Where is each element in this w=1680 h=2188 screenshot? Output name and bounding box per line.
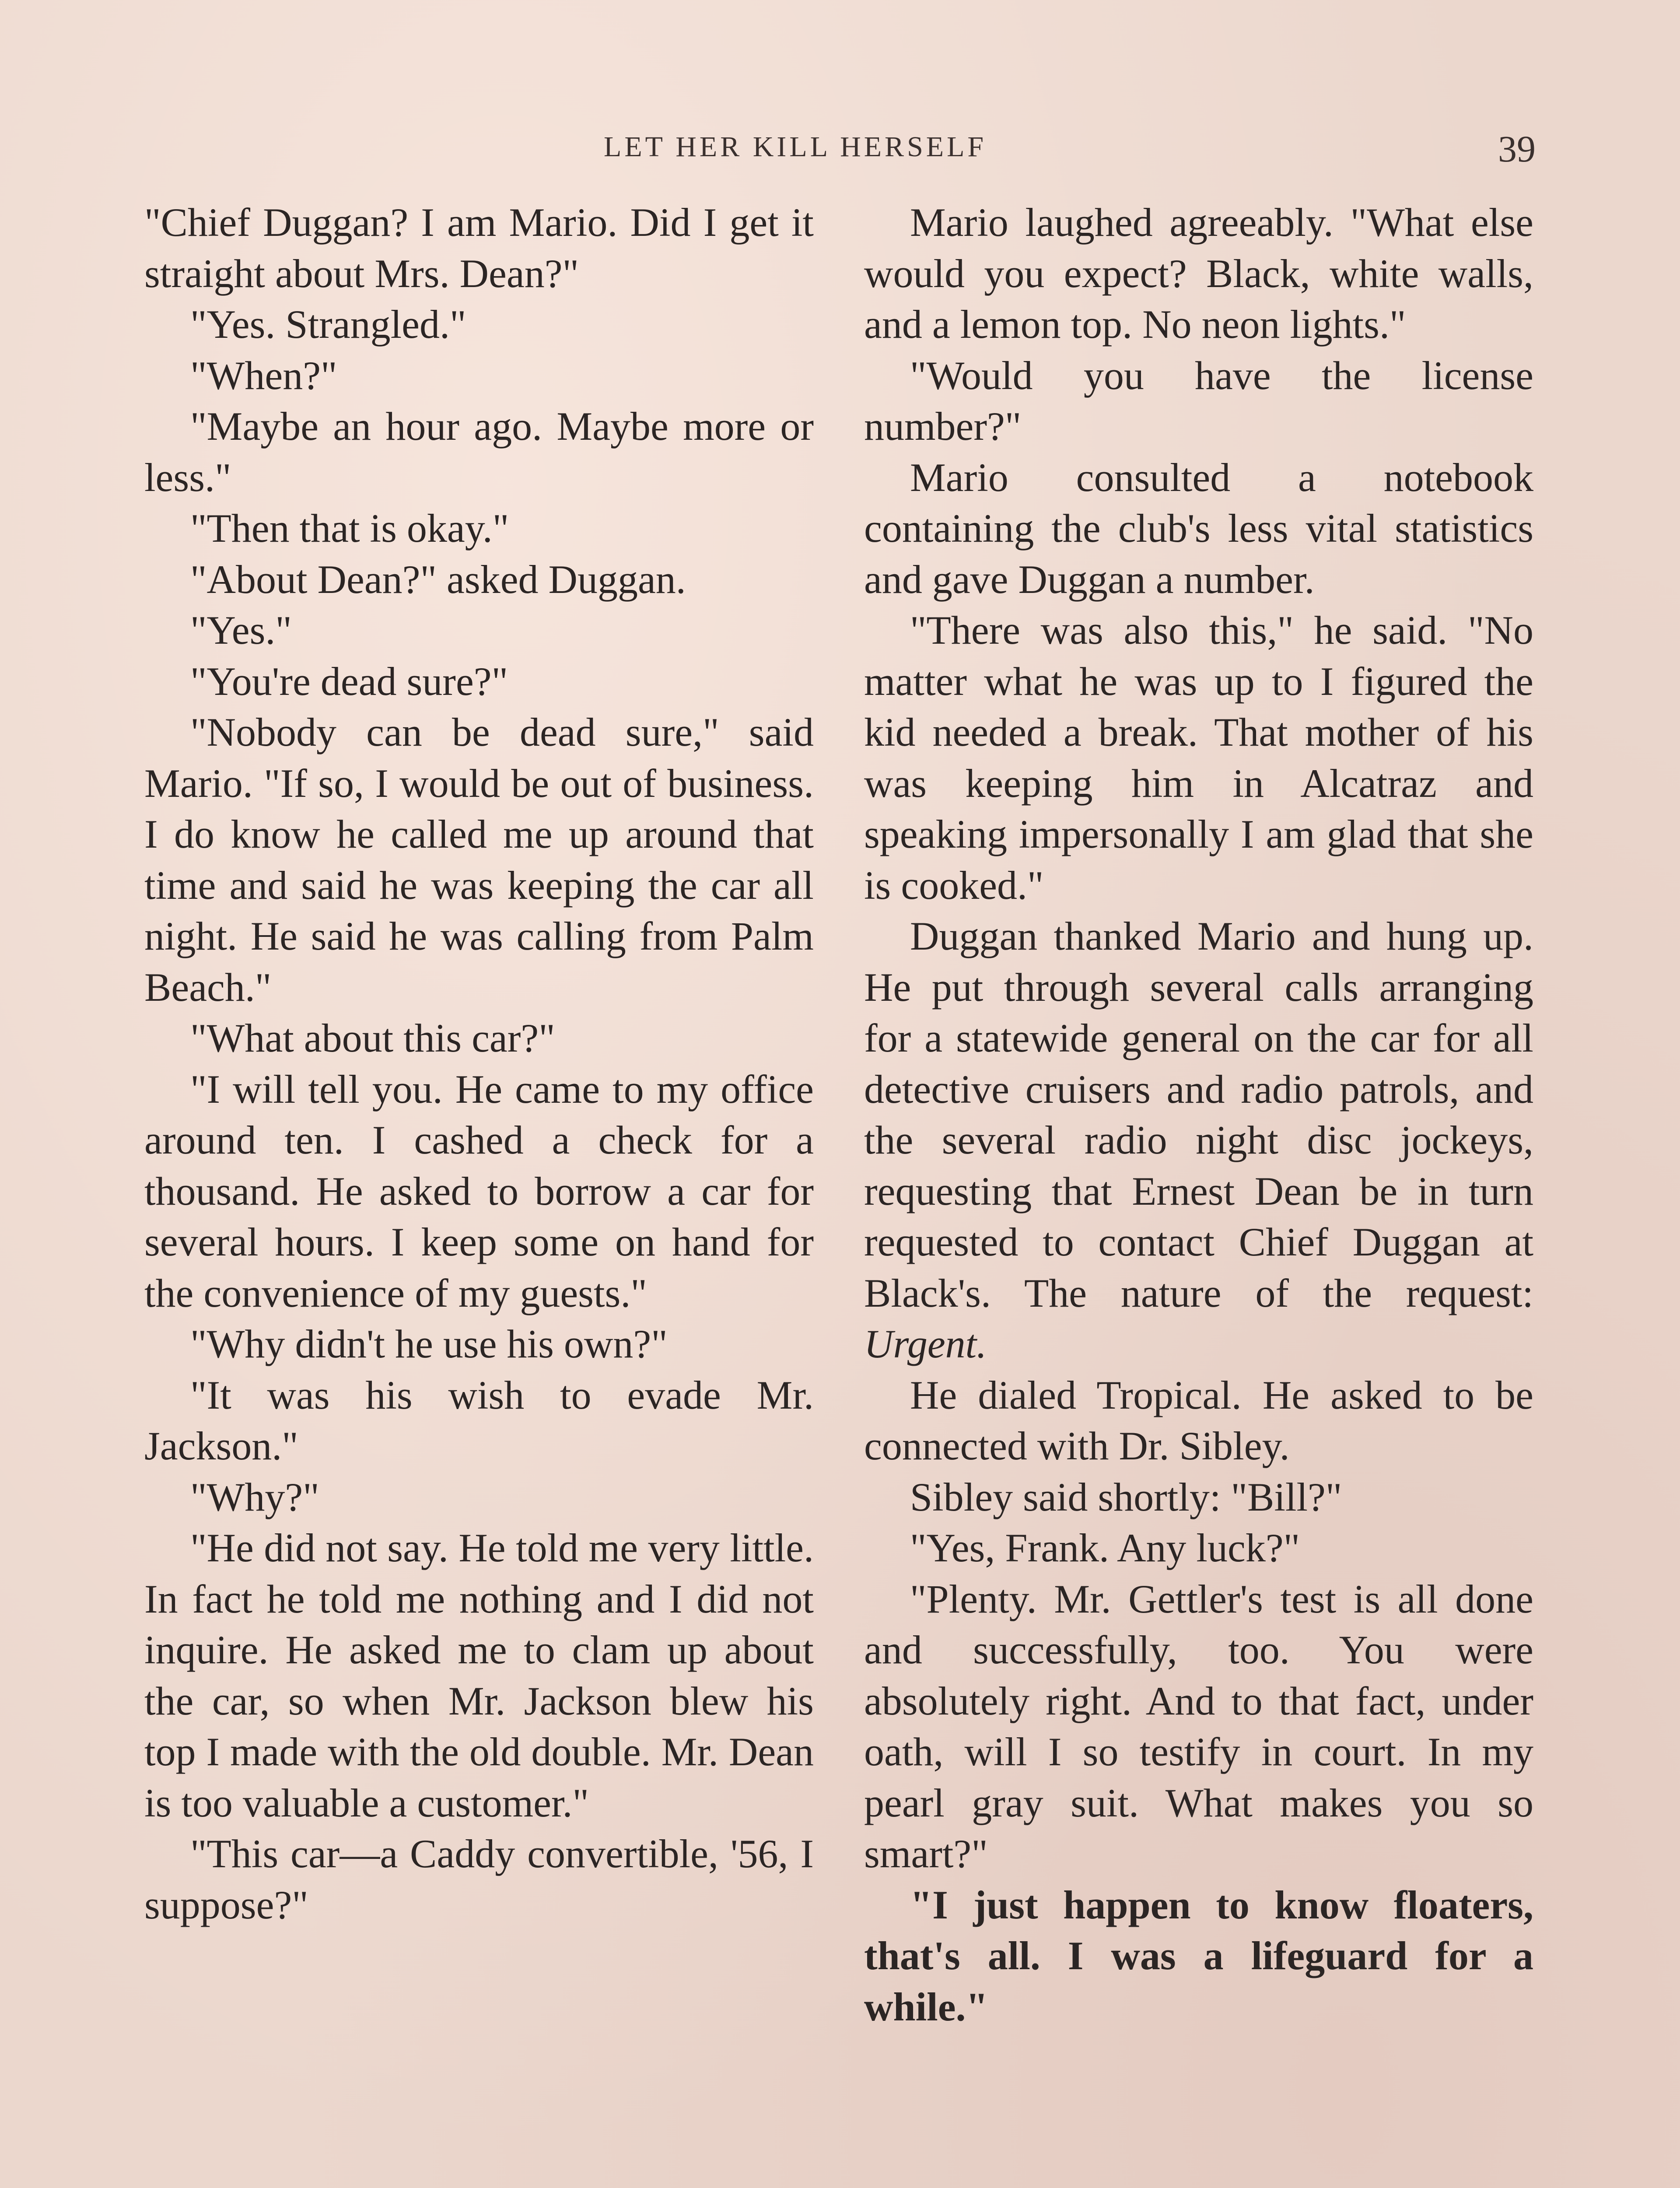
paragraph: Mario laughed agreeably. "What else would you expect? Black, white walls, and a lemon top. No neon lights." bbox=[864, 200, 1533, 347]
paragraph: "About Dean?" asked Duggan. bbox=[190, 557, 686, 602]
paragraph: "I just happen to know floaters, that's all. I was a lifeguard for a while." bbox=[864, 1882, 1533, 2029]
paragraph: "This car—a Caddy convertible, '56, I suppose?" bbox=[144, 1831, 814, 1927]
paragraph: "It was his wish to evade Mr. Jackson." bbox=[144, 1372, 814, 1468]
paragraph: "Why?" bbox=[190, 1474, 319, 1519]
paragraph: "Yes." bbox=[190, 608, 292, 652]
paragraph: Mario consulted a notebook containing the club's less vital statistics and gave Duggan a number. bbox=[864, 455, 1533, 602]
paragraph: "You're dead sure?" bbox=[190, 659, 508, 704]
paragraph: He dialed Tropical. He asked to be connected with Dr. Sibley. bbox=[864, 1372, 1533, 1468]
paragraph: "I will tell you. He came to my office around ten. I cashed a check for a thousand. He asked to borrow a car for several hours. I keep some on hand for the convenience of my guests." bbox=[144, 1066, 814, 1315]
paragraph: "When?" bbox=[190, 353, 337, 398]
right-text-column bbox=[864, 197, 1533, 2032]
paragraph: Sibley said shortly: "Bill?" bbox=[910, 1474, 1342, 1519]
paragraph: "Yes, Frank. Any luck?" bbox=[910, 1525, 1300, 1570]
paragraph: "Maybe an hour ago. Maybe more or less." bbox=[144, 404, 814, 500]
paragraph: "Plenty. Mr. Gettler's test is all done and successfully, too. You were absolutely right. And to that fact, under oath, will I so testify in court. In my pearl gray suit. What makes you so smart?" bbox=[864, 1576, 1533, 1876]
paragraph: "There was also this," he said. "No matter what he was up to I figured the kid needed a break. That mother of his was keeping him in Alcatraz and speaking impersonally I am glad that she is cooked." bbox=[864, 608, 1533, 908]
paragraph: "Chief Duggan? I am Mario. Did I get it straight about Mrs. Dean?" bbox=[144, 200, 814, 296]
paragraph: "Yes. Strangled." bbox=[190, 302, 466, 347]
page-number: 39 bbox=[1498, 128, 1536, 170]
emphasis-text: Urgent. bbox=[864, 1322, 987, 1366]
paragraph: "What about this car?" bbox=[190, 1016, 555, 1060]
paragraph: "Why didn't he use his own?" bbox=[190, 1322, 668, 1366]
left-text-column bbox=[144, 197, 814, 1930]
running-title: LET HER KILL HERSELF bbox=[604, 131, 987, 163]
paragraph: "He did not say. He told me very little. In fact he told me nothing and I did not inquire. He asked me to clam up about the car, so when Mr. Jackson blew his top I made with the old double. Mr. Dean is too valuable a customer." bbox=[144, 1525, 814, 1825]
paragraph: "Then that is okay." bbox=[190, 506, 509, 551]
paragraph: "Nobody can be dead sure," said Mario. "If so, I would be out of business. I do know he called me up around that time and said he was keeping the car all night. He said he was calling from Palm Beach." bbox=[144, 710, 814, 1010]
paragraph bbox=[864, 911, 1533, 1370]
paragraph: "Would you have the license number?" bbox=[864, 353, 1533, 449]
paragraph-text: Duggan thanked Mario and hung up. He put through several calls arranging for a statewide general on the car for all detective cruisers and radio patrols, and the several radio night disc jockeys, requesting that Ernest Dean be in turn requested to contact Chief Duggan at Black's. The nature of the request: bbox=[864, 914, 1533, 1315]
